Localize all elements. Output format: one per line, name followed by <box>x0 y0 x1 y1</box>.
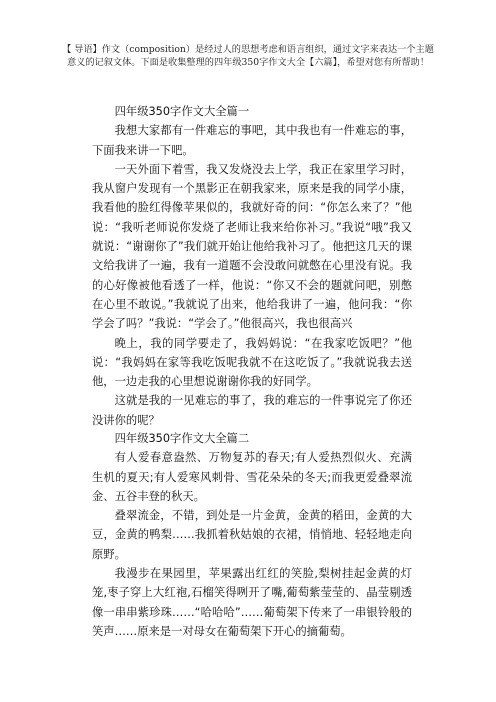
article-paragraph: 有人爱春意盎然、万物复苏的春天;有人爱热烈似火、充满生机的夏天;有人爱寒风刺骨、雪花朵朵的冬天;而我更爱叠翠流金、五谷丰登的秋天。 <box>92 451 412 503</box>
article-paragraph: 我漫步在果园里，苹果露出红红的笑脸,梨树挂起金黄的灯笼,枣子穿上大红袍,石榴笑得咧开了嘴,葡萄紫莹莹的、晶莹剔透像一串串紫珍珠……“哈哈哈”……葡萄架下传来了一串银铃般的笑声……原来是一对母女在葡萄架下开心的摘葡萄。 <box>92 567 412 638</box>
article-section-2 <box>92 429 412 641</box>
article-section-1 <box>92 102 412 430</box>
article-title: 四年级350字作文大全篇二 <box>114 432 250 445</box>
article-paragraph: 我想大家都有一件难忘的事吧，其中我也有一件难忘的事，下面我来讲一下吧。 <box>92 124 412 157</box>
article-paragraph: 叠翠流金，不错，到处是一片金黄，金黄的稻田，金黄的大豆，金黄的鸭梨……我抓着秋姑娘的衣裙，悄悄地、轻轻地走向原野。 <box>92 509 412 561</box>
article-paragraph: 晚上，我的同学要走了，我妈妈说：“在我家吃饭吧？”他说：“我妈妈在家等我吃饭呢我就不在这吃饭了。”我就说我去送他，一边走我的心里想说谢谢你我的好同学。 <box>92 336 412 389</box>
article-paragraph: 一天外面下着雪，我又发烧没去上学，我正在家里学习时，我从窗户发现有一个黑影正在朝我家来，原来是我的同学小康，我看他的脸红得像苹果似的，我就好奇的问：“你怎么来了？”他说：“我听老师说你发烧了老师让我来给你补习。”我说“哦”我又就说：“谢谢你了”我们就开始让他给我补习了。他把这几天的课文给我讲了一遍，我有一道题不会没敢问就憋在心里没有说。我的心好像被他看透了一样，他说：“你又不会的题就问吧，别憋在心里不敢说。”我就说了出来，他给我讲了一遍，他问我：“你学会了吗？”我说：“学会了。”他很高兴，我也很高兴 <box>92 162 412 331</box>
article-title: 四年级350字作文大全篇一 <box>114 105 250 118</box>
article-paragraph: 这就是我的一见难忘的事了，我的难忘的一件事说完了你还没讲你的呢？ <box>92 394 412 427</box>
intro-guide: 【 导语】作文（composition）是经过人的思想考虑和语言组织，通过文字来表达一个主题意义的记叙文体。下面是收集整理的四年级350字作文大全【六篇】，希望对您有所帮助！ <box>62 44 434 68</box>
